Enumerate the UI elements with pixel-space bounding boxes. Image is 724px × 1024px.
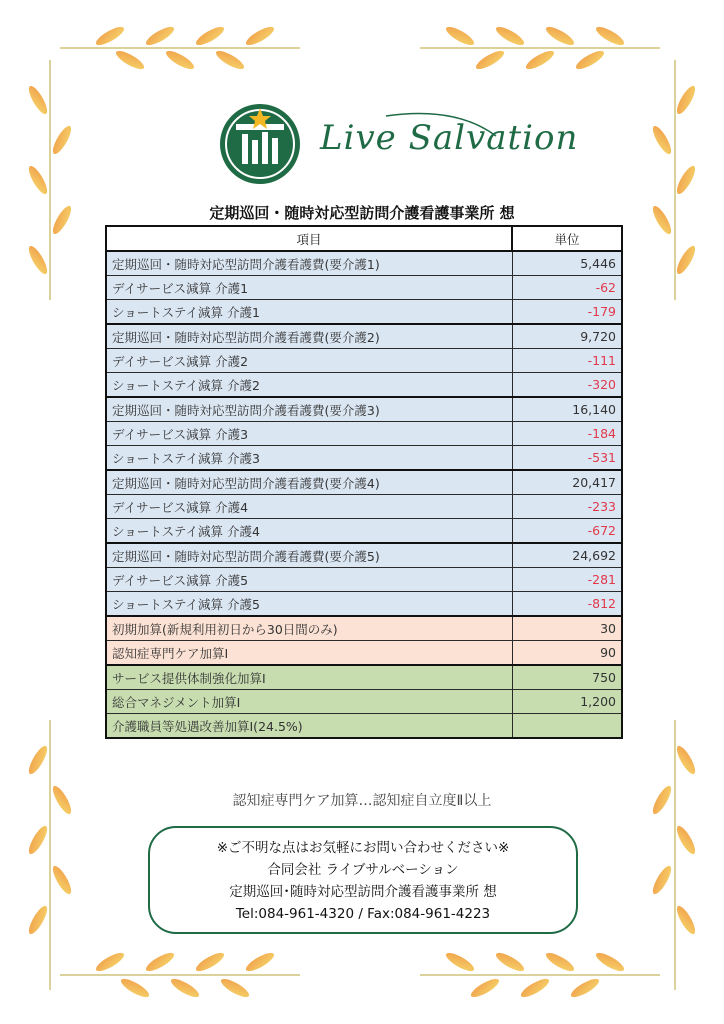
table-row [106,592,622,617]
table-row [106,349,622,373]
table-row [106,616,622,641]
row-item: 初期加算(新規利用初日から30日間のみ) [106,616,512,641]
table-row [106,276,622,300]
contact-company: 合同会社 ライブサルベーション [267,862,459,878]
row-item: ショートステイ減算 介護4 [106,519,512,544]
row-unit-value: -233 [512,495,622,519]
table-row [106,397,622,422]
table-row [106,251,622,276]
row-unit-value: 1,200 [512,690,622,714]
table-row [106,714,622,739]
table-row [106,543,622,568]
row-unit-value: -62 [512,276,622,300]
row-item: デイサービス減算 介護5 [106,568,512,592]
table-row [106,665,622,690]
table-row [106,519,622,544]
row-item: 認知症専門ケア加算Ⅰ [106,641,512,666]
table-row [106,568,622,592]
row-unit-value: -672 [512,519,622,544]
table-row [106,446,622,471]
table-row [106,373,622,398]
row-item: 介護職員等処遇改善加算Ⅰ(24.5%) [106,714,512,739]
row-unit-value: -179 [512,300,622,325]
note-text: 認知症専門ケア加算…認知症自立度Ⅱ以上 [232,793,492,809]
document-title: 定期巡回・随時対応型訪問介護看護事業所 想 [209,204,515,222]
row-item: サービス提供体制強化加算Ⅰ [106,665,512,690]
table-row [106,470,622,495]
row-item: 定期巡回・随時対応型訪問介護看護費(要介護3) [106,397,512,422]
header-unit: 単位 [512,226,622,251]
row-unit-value: 20,417 [512,470,622,495]
row-item: 定期巡回・随時対応型訪問介護看護費(要介護4) [106,470,512,495]
table-row [106,641,622,666]
row-item: ショートステイ減算 介護5 [106,592,512,617]
table-row [106,422,622,446]
row-item: デイサービス減算 介護2 [106,349,512,373]
row-unit-value: 9,720 [512,324,622,349]
row-unit-value [512,714,622,739]
row-item: デイサービス減算 介護1 [106,276,512,300]
row-unit-value: 90 [512,641,622,666]
contact-box [148,826,578,934]
row-item: 定期巡回・随時対応型訪問介護看護費(要介護5) [106,543,512,568]
row-item: デイサービス減算 介護3 [106,422,512,446]
row-item: 定期巡回・随時対応型訪問介護看護費(要介護2) [106,324,512,349]
row-unit-value: 30 [512,616,622,641]
table-row [106,300,622,325]
row-item: ショートステイ減算 介護1 [106,300,512,325]
row-item: ショートステイ減算 介護2 [106,373,512,398]
row-unit-value: 750 [512,665,622,690]
row-item: ショートステイ減算 介護3 [106,446,512,471]
row-unit-value: 24,692 [512,543,622,568]
contact-phone-fax: Tel:084-961-4320 / Fax:084-961-4223 [235,906,491,922]
row-unit-value: -111 [512,349,622,373]
table-row [106,690,622,714]
row-unit-value: -184 [512,422,622,446]
row-item: 総合マネジメント加算Ⅰ [106,690,512,714]
table-header-row [106,226,622,251]
row-unit-value: -812 [512,592,622,617]
row-unit-value: -320 [512,373,622,398]
fee-table [105,225,623,739]
contact-office: 定期巡回･随時対応型訪問介護看護事業所 想 [229,884,497,900]
row-unit-value: -531 [512,446,622,471]
row-unit-value: 16,140 [512,397,622,422]
table-row [106,495,622,519]
table-row [106,324,622,349]
row-item: デイサービス減算 介護4 [106,495,512,519]
header-item: 項目 [106,226,512,251]
row-unit-value: -281 [512,568,622,592]
contact-inquiry: ※ご不明な点はお気軽にお問い合わせください※ [216,840,510,856]
row-unit-value: 5,446 [512,251,622,276]
brand-wordmark: Live Salvation [320,118,579,158]
row-item: 定期巡回・随時対応型訪問介護看護費(要介護1) [106,251,512,276]
